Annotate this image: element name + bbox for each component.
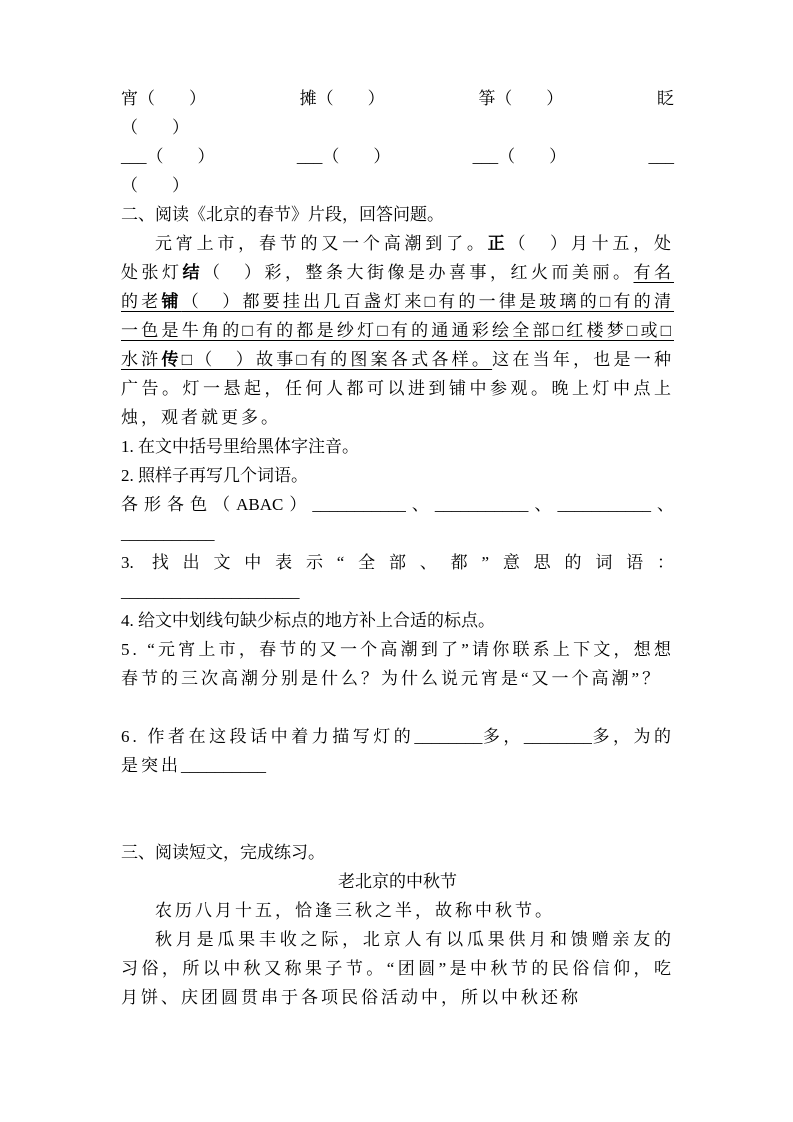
question-6-text: 6. 作者在这段话中着力描写灯的 (121, 727, 415, 746)
phonetic-blank-row-1 (121, 84, 674, 113)
answer-blank: ________ (414, 727, 483, 746)
passage-text: 元宵上市，春节的又一个高潮到了。 (155, 234, 488, 253)
question-6-text: 多，为的是突出 (121, 727, 675, 775)
question-6 (121, 722, 674, 780)
passage-text: （ ）彩，整条大街像是办喜事，红火而美丽。 (203, 263, 634, 282)
passage-text: （ ）月十五，处处张灯 (121, 234, 675, 282)
phonetic-item-zha: 眨 (656, 89, 674, 108)
phonetic-item-xiao: 宵（ ） (121, 89, 206, 108)
question-3: 3. 找出文中表示“全部、都”意思的词语： (121, 553, 674, 572)
section2-heading: 二、阅读《北京的春节》片段，回答问题。 (121, 205, 444, 224)
word-blank-item: ___（ ） (472, 147, 567, 166)
passage-text: （ ）都要挂出几百盏灯来□有的一律是玻璃的□有的清一色是牛角的□有的都是纱灯□有的通通彩绘全部□红楼梦□或□水浒 (121, 292, 675, 369)
bold-char-jie: 结 (182, 263, 203, 282)
bold-char-zheng: 正 (487, 234, 509, 253)
phonetic-item-tan: 摊（ ） (299, 89, 385, 108)
question-2-blanks-line-1: 各形各色（ABAC）___________、___________、___________、 (121, 495, 674, 514)
passage-text: 这在当年，也是一种广告。灯一悬起，任何人都可以进到铺中参观。晚上灯中点上烛，观者就更多。 (121, 350, 675, 427)
bold-char-pu: 铺 (161, 292, 182, 311)
reading-passage (121, 229, 674, 432)
phonetic-row-2-wrap: （ ） (121, 176, 189, 195)
question-5: 5. “元宵上市，春节的又一个高潮到了”请你联系上下文，想想春节的三次高潮分别是什么？为什么说元宵是“又一个高潮”？ (121, 640, 674, 688)
answer-space (121, 693, 674, 722)
section3-heading: 三、阅读短文，完成练习。 (121, 843, 325, 862)
passage-text: 有名的老 (121, 263, 674, 311)
question-1: 1. 在文中括号里给黑体字注音。 (121, 437, 359, 456)
question-6-text: 多， (482, 727, 524, 746)
phonetic-blank-row-2 (121, 142, 674, 171)
phonetic-item-zheng: 筝（ ） (478, 89, 564, 108)
bold-char-chuan: 传 (161, 350, 182, 369)
question-2: 2. 照样子再写几个词语。 (121, 466, 308, 485)
phonetic-row-1-wrap: （ ） (121, 118, 189, 137)
question-4: 4. 给文中划线句缺少标点的地方补上合适的标点。 (121, 611, 495, 630)
essay-para-1: 农历八月十五，恰逢三秋之半，故称中秋节。 (155, 901, 555, 920)
question-3-answer-blank: _____________________ (121, 582, 300, 601)
word-blank-item: ___ (648, 147, 674, 166)
passage-text: □（ ）故事□有的图案各式各样。 (181, 350, 493, 369)
answer-blank: __________ (181, 756, 266, 775)
word-blank-item: ___（ ） (121, 147, 215, 166)
answer-blank: ________ (523, 727, 592, 746)
essay-title: 老北京的中秋节 (338, 872, 457, 891)
section-gap (121, 780, 674, 838)
question-2-blanks-line-2: ___________ (121, 524, 215, 543)
word-blank-item: ___（ ） (296, 147, 391, 166)
essay-para-2: 秋月是瓜果丰收之际，北京人有以瓜果供月和馈赠亲友的习俗，所以中秋又称果子节。“团圆”是中秋节的民俗信仰，吃月饼、庆团圆贯串于各项民俗活动中，所以中秋还称 (121, 930, 674, 1007)
